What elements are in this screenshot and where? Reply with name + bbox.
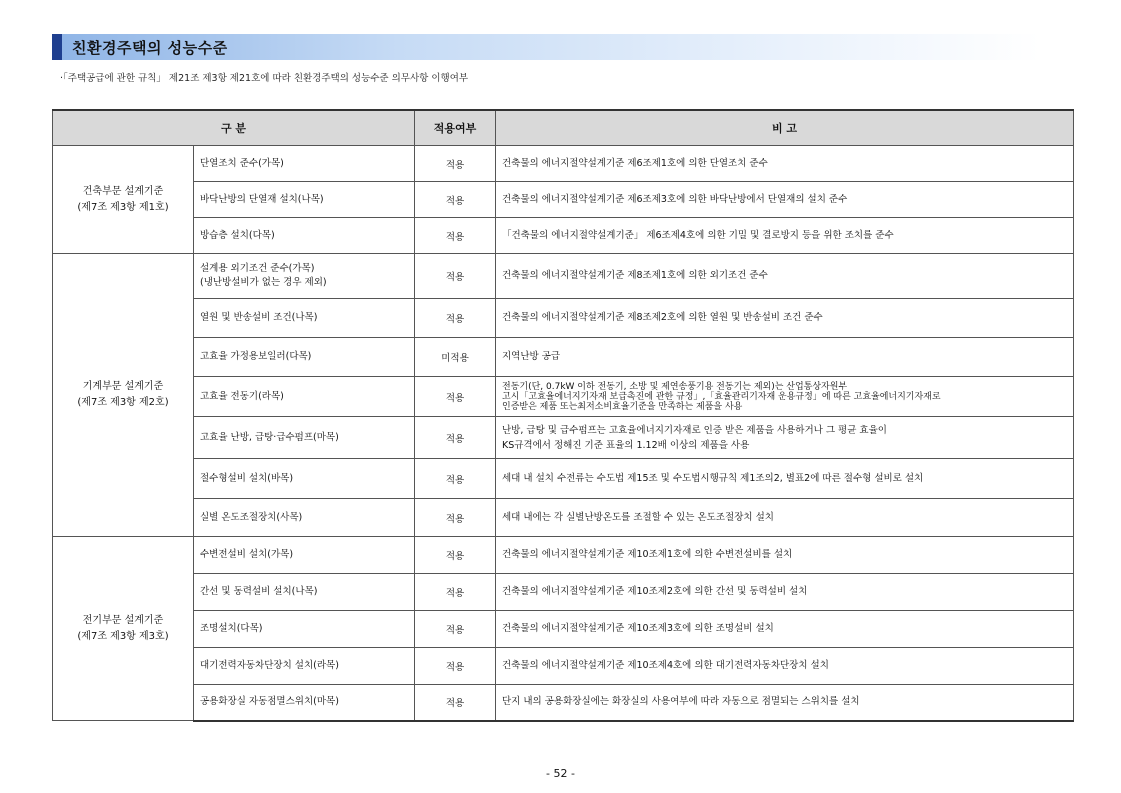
row-item: 고효율 가정용보일러(다목): [194, 338, 415, 377]
group-ref: (제7조 제3항 제2호): [77, 397, 169, 408]
row-note: [496, 417, 1074, 459]
table-row: [53, 611, 1074, 648]
row-apply: 적용: [415, 648, 496, 685]
row-note-line: 전동기(단, 0.7kW 이하 전동기, 소방 및 제연송풍기용 전동기는 제외)는 산업통상자원부: [502, 381, 848, 392]
row-item-line: 설계용 외기조건 준수(가목): [200, 263, 315, 274]
group-ref: (제7조 제3항 제3호): [77, 630, 169, 642]
row-apply: 적용: [415, 146, 496, 182]
row-note: 건축물의 에너지절약설계기준 제6조제3호에 의한 바닥난방에서 단열재의 설치 준수: [496, 182, 1074, 218]
row-note: 단지 내의 공용화장실에는 화장실의 사용여부에 따라 자동으로 점멸되는 스위치를 설치: [496, 685, 1074, 721]
header-apply: 적용여부: [415, 110, 496, 146]
table-row: [53, 338, 1074, 377]
row-item: 대기전력자동차단장치 설치(라목): [194, 648, 415, 685]
row-item: 실별 온도조절장치(사목): [194, 499, 415, 537]
row-item: 공용화장실 자동점멸스위치(마목): [194, 685, 415, 721]
row-item: [194, 254, 415, 299]
table-row: [53, 459, 1074, 499]
title-marker: [52, 34, 62, 60]
row-note: 세대 내 설치 수전류는 수도법 제15조 및 수도법시행규칙 제1조의2, 별표2에 따른 절수형 설비로 설치: [496, 459, 1074, 499]
row-apply: 미적용: [415, 338, 496, 377]
row-apply: 적용: [415, 254, 496, 299]
row-note: [496, 377, 1074, 417]
table-row: [53, 648, 1074, 685]
table-row: [53, 685, 1074, 721]
row-apply: 적용: [415, 685, 496, 721]
group-ref: (제7조 제3항 제1호): [77, 201, 169, 213]
group-category-mechanical: [53, 254, 194, 537]
header-note: 비 고: [496, 110, 1074, 146]
performance-table: [52, 109, 1074, 722]
row-note: 건축물의 에너지절약설계기준 제8조제2호에 의한 열원 및 반송설비 조건 준수: [496, 299, 1074, 338]
row-note: 「건축물의 에너지절약설계기준」 제6조제4호에 의한 기밀 및 결로방지 등을 위한 조치를 준수: [496, 218, 1074, 254]
row-item: 단열조치 준수(가목): [194, 146, 415, 182]
row-item: 수변전설비 설치(가목): [194, 537, 415, 574]
row-note: 건축물의 에너지절약설계기준 제10조제1호에 의한 수변전설비를 설치: [496, 537, 1074, 574]
table-row: [53, 146, 1074, 182]
group-name: 건축부문 설계기준: [82, 185, 164, 197]
row-note: 건축물의 에너지절약설계기준 제6조제1호에 의한 단열조치 준수: [496, 146, 1074, 182]
row-note: 세대 내에는 각 실별난방온도를 조절할 수 있는 온도조절장치 설치: [496, 499, 1074, 537]
row-note: 건축물의 에너지절약설계기준 제10조제4호에 의한 대기전력자동차단장치 설치: [496, 648, 1074, 685]
page-number: - 52 -: [546, 767, 575, 780]
row-note: 건축물의 에너지절약설계기준 제10조제3호에 의한 조명설비 설치: [496, 611, 1074, 648]
row-item: 바닥난방의 단열재 설치(나목): [194, 182, 415, 218]
group-category-electrical: [53, 537, 194, 721]
row-apply: 적용: [415, 574, 496, 611]
section-title-bar: [52, 34, 1040, 60]
table-row: [53, 417, 1074, 459]
table-header-row: [53, 110, 1074, 146]
row-item: 고효율 난방, 급탕·급수펌프(마목): [194, 417, 415, 459]
table-row: [53, 499, 1074, 537]
row-apply: 적용: [415, 299, 496, 338]
row-apply: 적용: [415, 417, 496, 459]
row-item: 간선 및 동력설비 설치(나목): [194, 574, 415, 611]
row-apply: 적용: [415, 459, 496, 499]
table-row: [53, 574, 1074, 611]
row-apply: 적용: [415, 377, 496, 417]
row-item: 절수형설비 설치(바목): [194, 459, 415, 499]
table-row: [53, 254, 1074, 299]
row-apply: 적용: [415, 611, 496, 648]
group-name: 기계부문 설계기준: [82, 381, 164, 392]
row-item-line: (냉난방설비가 없는 경우 제외): [200, 277, 327, 288]
group-name: 전기부문 설계기준: [82, 614, 164, 626]
row-apply: 적용: [415, 537, 496, 574]
row-item: 고효율 전동기(라목): [194, 377, 415, 417]
row-item: 조명설치(다목): [194, 611, 415, 648]
page-title: 친환경주택의 성능수준: [72, 38, 228, 57]
page-subtitle: ·「주택공급에 관한 규칙」 제21조 제3항 제21호에 따라 친환경주택의 성능수준 의무사항 이행여부: [60, 73, 469, 84]
table-row: [53, 182, 1074, 218]
group-category-architecture: [53, 146, 194, 254]
row-item: 열원 및 반송설비 조건(나목): [194, 299, 415, 338]
row-note-line: 인증받은 제품 또는최저소비효율기준을 만족하는 제품을 사용: [502, 401, 743, 412]
row-note: 건축물의 에너지절약설계기준 제8조제1호에 의한 외기조건 준수: [496, 254, 1074, 299]
row-apply: 적용: [415, 182, 496, 218]
row-note: 건축물의 에너지절약설계기준 제10조제2호에 의한 간선 및 동력설비 설치: [496, 574, 1074, 611]
row-note-line: KS규격에서 정해진 기준 표율의 1.12배 이상의 제품을 사용: [502, 439, 750, 451]
row-apply: 적용: [415, 218, 496, 254]
header-category: 구 분: [53, 110, 415, 146]
row-apply: 적용: [415, 499, 496, 537]
row-note: 지역난방 공급: [496, 338, 1074, 377]
row-note-line: 난방, 급탕 및 급수펌프는 고효율에너지기자재로 인증 받은 제품을 사용하거나 그 평균 효율이: [502, 424, 887, 436]
table-row: [53, 299, 1074, 338]
row-note-line: 고시「고효율에너지기자재 보급촉진에 관한 규정」,「효율관리기자재 운용규정」에 따른 고효율에너지기자재로: [502, 391, 941, 402]
row-item: 방습층 설치(다목): [194, 218, 415, 254]
table-row: [53, 377, 1074, 417]
table-row: [53, 218, 1074, 254]
table-row: [53, 537, 1074, 574]
